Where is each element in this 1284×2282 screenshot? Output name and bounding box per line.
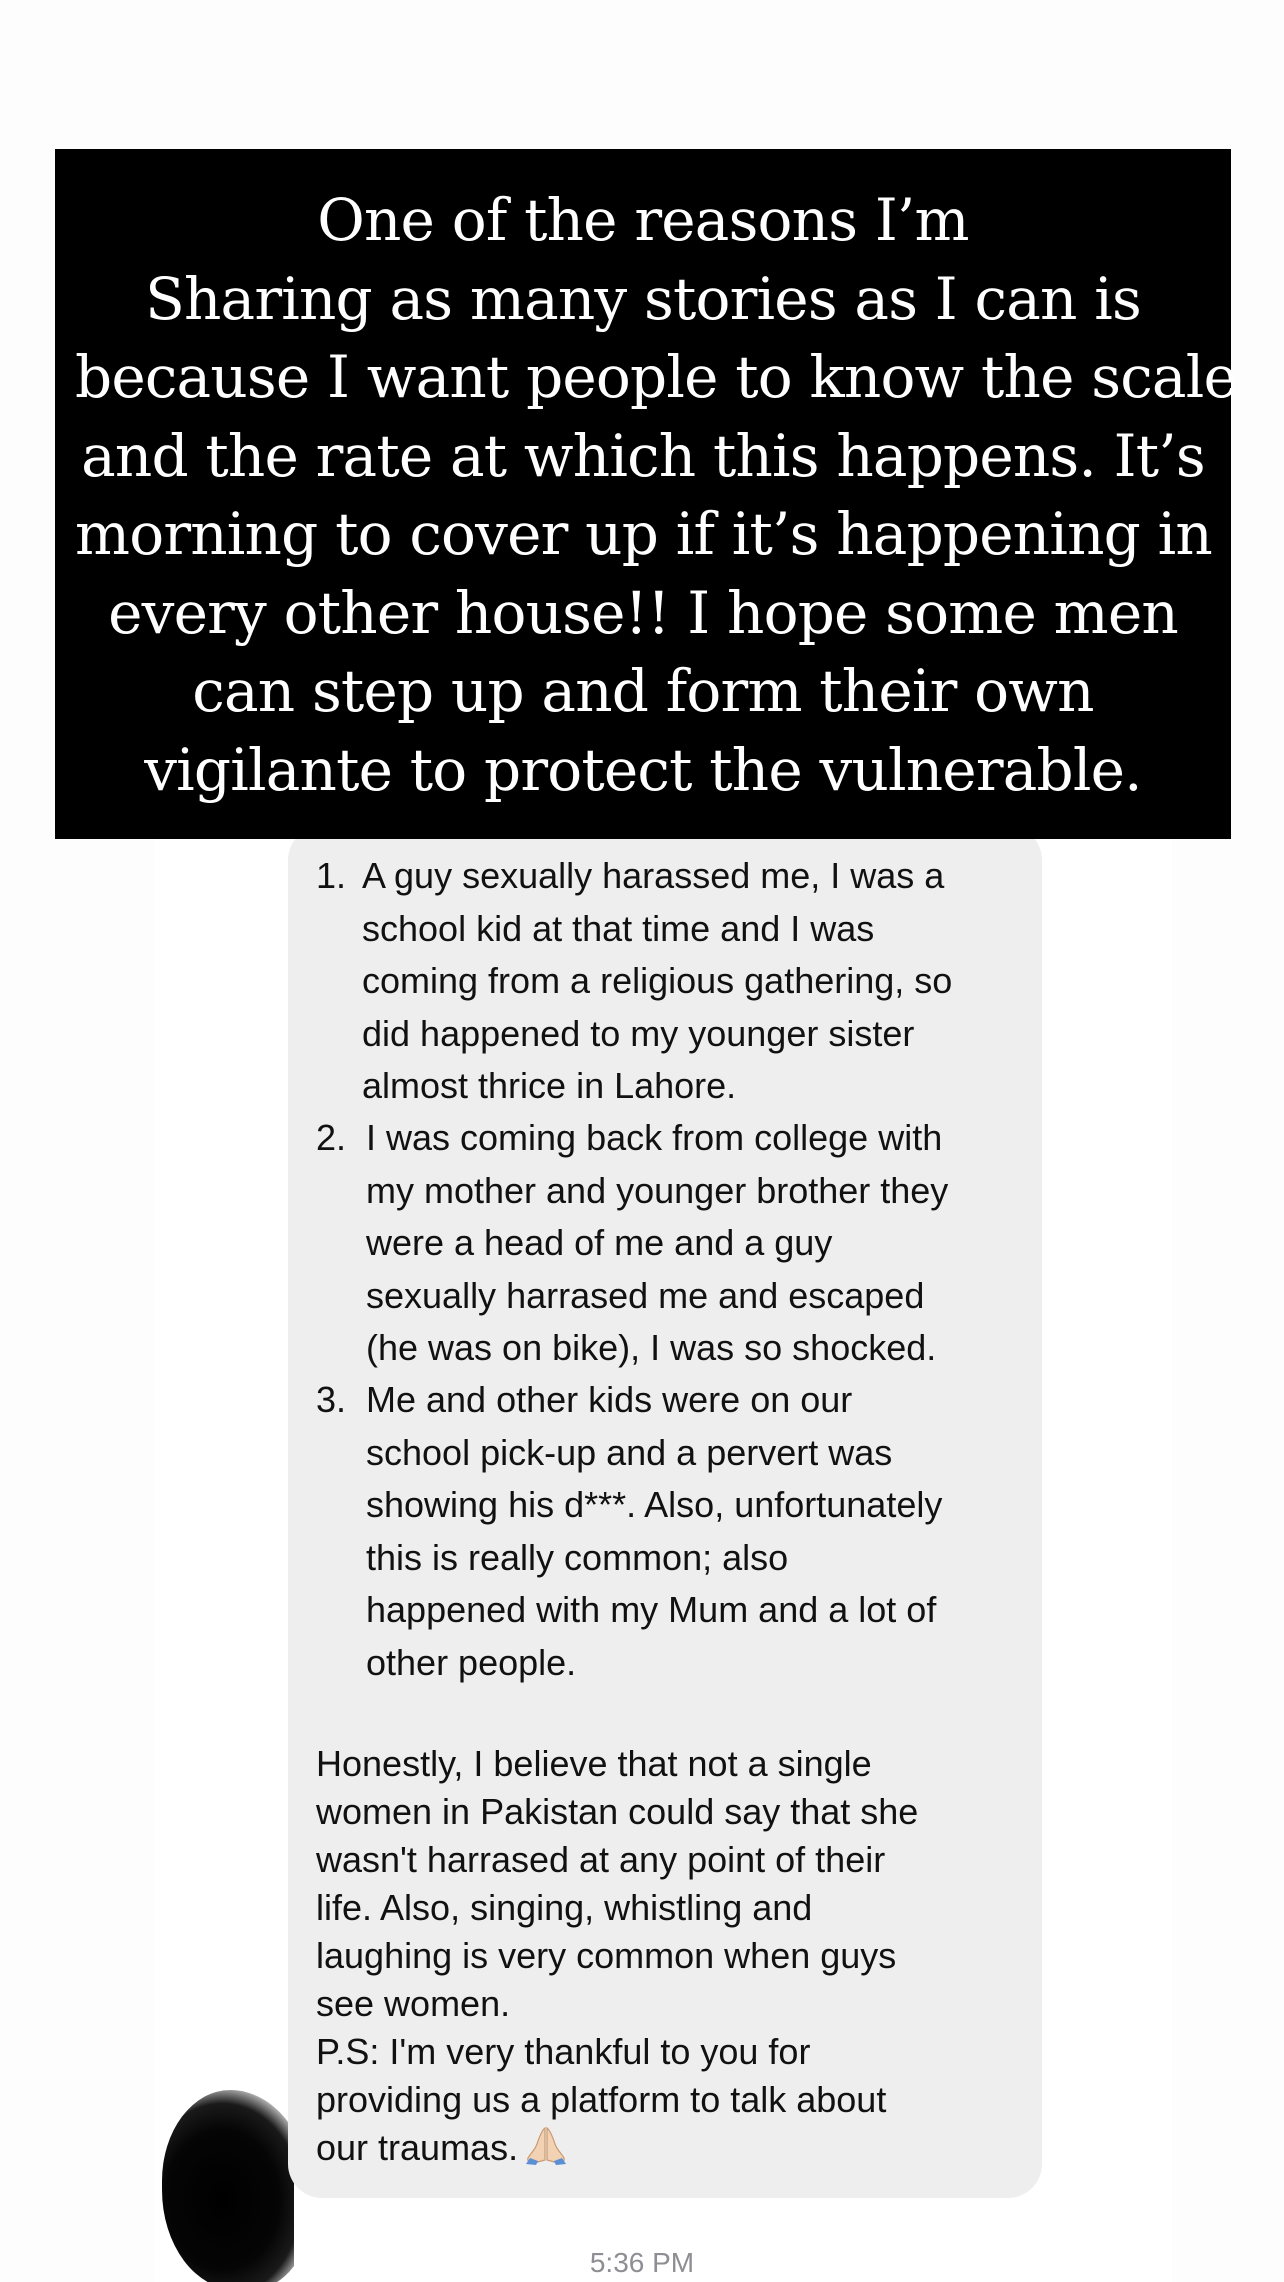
text-line: A guy sexually harassed me, I was a (362, 855, 945, 896)
redacted-avatar (154, 1990, 294, 2282)
list-item-text (366, 1374, 1036, 1689)
list-item-text (362, 850, 1032, 1113)
text-line: providing us a platform to talk about (316, 2079, 887, 2120)
list-number: 1. (316, 855, 347, 896)
caption-line: because I want people to know the scale (75, 343, 1237, 411)
caption-line: every other house!! I hope some men (108, 578, 1178, 647)
text-line: wasn't harrased at any point of their (316, 1839, 886, 1880)
list-number: 3. (316, 1379, 347, 1420)
text-line: this is really common; also (366, 1536, 789, 1578)
text-line: laughing is very common when guys (316, 1935, 897, 1976)
message-timestamp: 5:36 PM (589, 2247, 695, 2278)
text-line: our traumas. (316, 2127, 519, 2168)
text-line: my mother and younger brother they (366, 1169, 949, 1211)
text-line: P.S: I'm very thankful to you for (316, 2031, 811, 2072)
caption-line: and the rate at which this happens. It’s (81, 421, 1205, 490)
text-line: were a head of me and a guy (366, 1222, 833, 1263)
text-line: women in Pakistan could say that she (316, 1791, 919, 1832)
text-line: sexually harrased me and escaped (366, 1274, 925, 1316)
caption-line: vigilante to protect the vulnerable. (144, 735, 1142, 804)
message-bubble[interactable] (288, 826, 1042, 2198)
text-line: did happened to my younger sister (362, 1012, 915, 1054)
folded-hands-icon (524, 2124, 568, 2166)
list-number: 2. (316, 1117, 347, 1158)
text-line: I was coming back from college with (366, 1117, 943, 1158)
text-line: happened with my Mum and a lot of (366, 1589, 937, 1630)
text-line: other people. (366, 1641, 577, 1683)
text-line: life. Also, singing, whistling and (316, 1887, 813, 1928)
caption-line: Sharing as many stories as I can is (145, 264, 1141, 333)
caption-line: morning to cover up if it’s happening in (75, 500, 1212, 568)
text-line: see women. (316, 1983, 511, 2024)
text-line: almost thrice in Lahore. (362, 1065, 737, 1106)
text-line: school kid at that time and I was (362, 907, 875, 949)
text-line: Honestly, I believe that not a single (316, 1743, 872, 1784)
text-line: showing his d***. Also, unfortunately (366, 1484, 943, 1525)
list-item-text (366, 1112, 1036, 1375)
caption-line: can step up and form their own (192, 657, 1094, 725)
text-line-with-emoji (316, 2124, 1026, 2172)
closing-paragraph (316, 1740, 1026, 2028)
text-line: Me and other kids were on our (366, 1379, 853, 1420)
text-line: (he was on bike), I was so shocked. (366, 1327, 937, 1368)
story-caption (55, 149, 1237, 839)
postscript-paragraph (316, 2028, 1026, 2172)
text-line: school pick-up and a pervert was (366, 1431, 893, 1473)
text-line: coming from a religious gathering, so (362, 960, 953, 1001)
caption-line: One of the reasons I’m (317, 186, 969, 254)
